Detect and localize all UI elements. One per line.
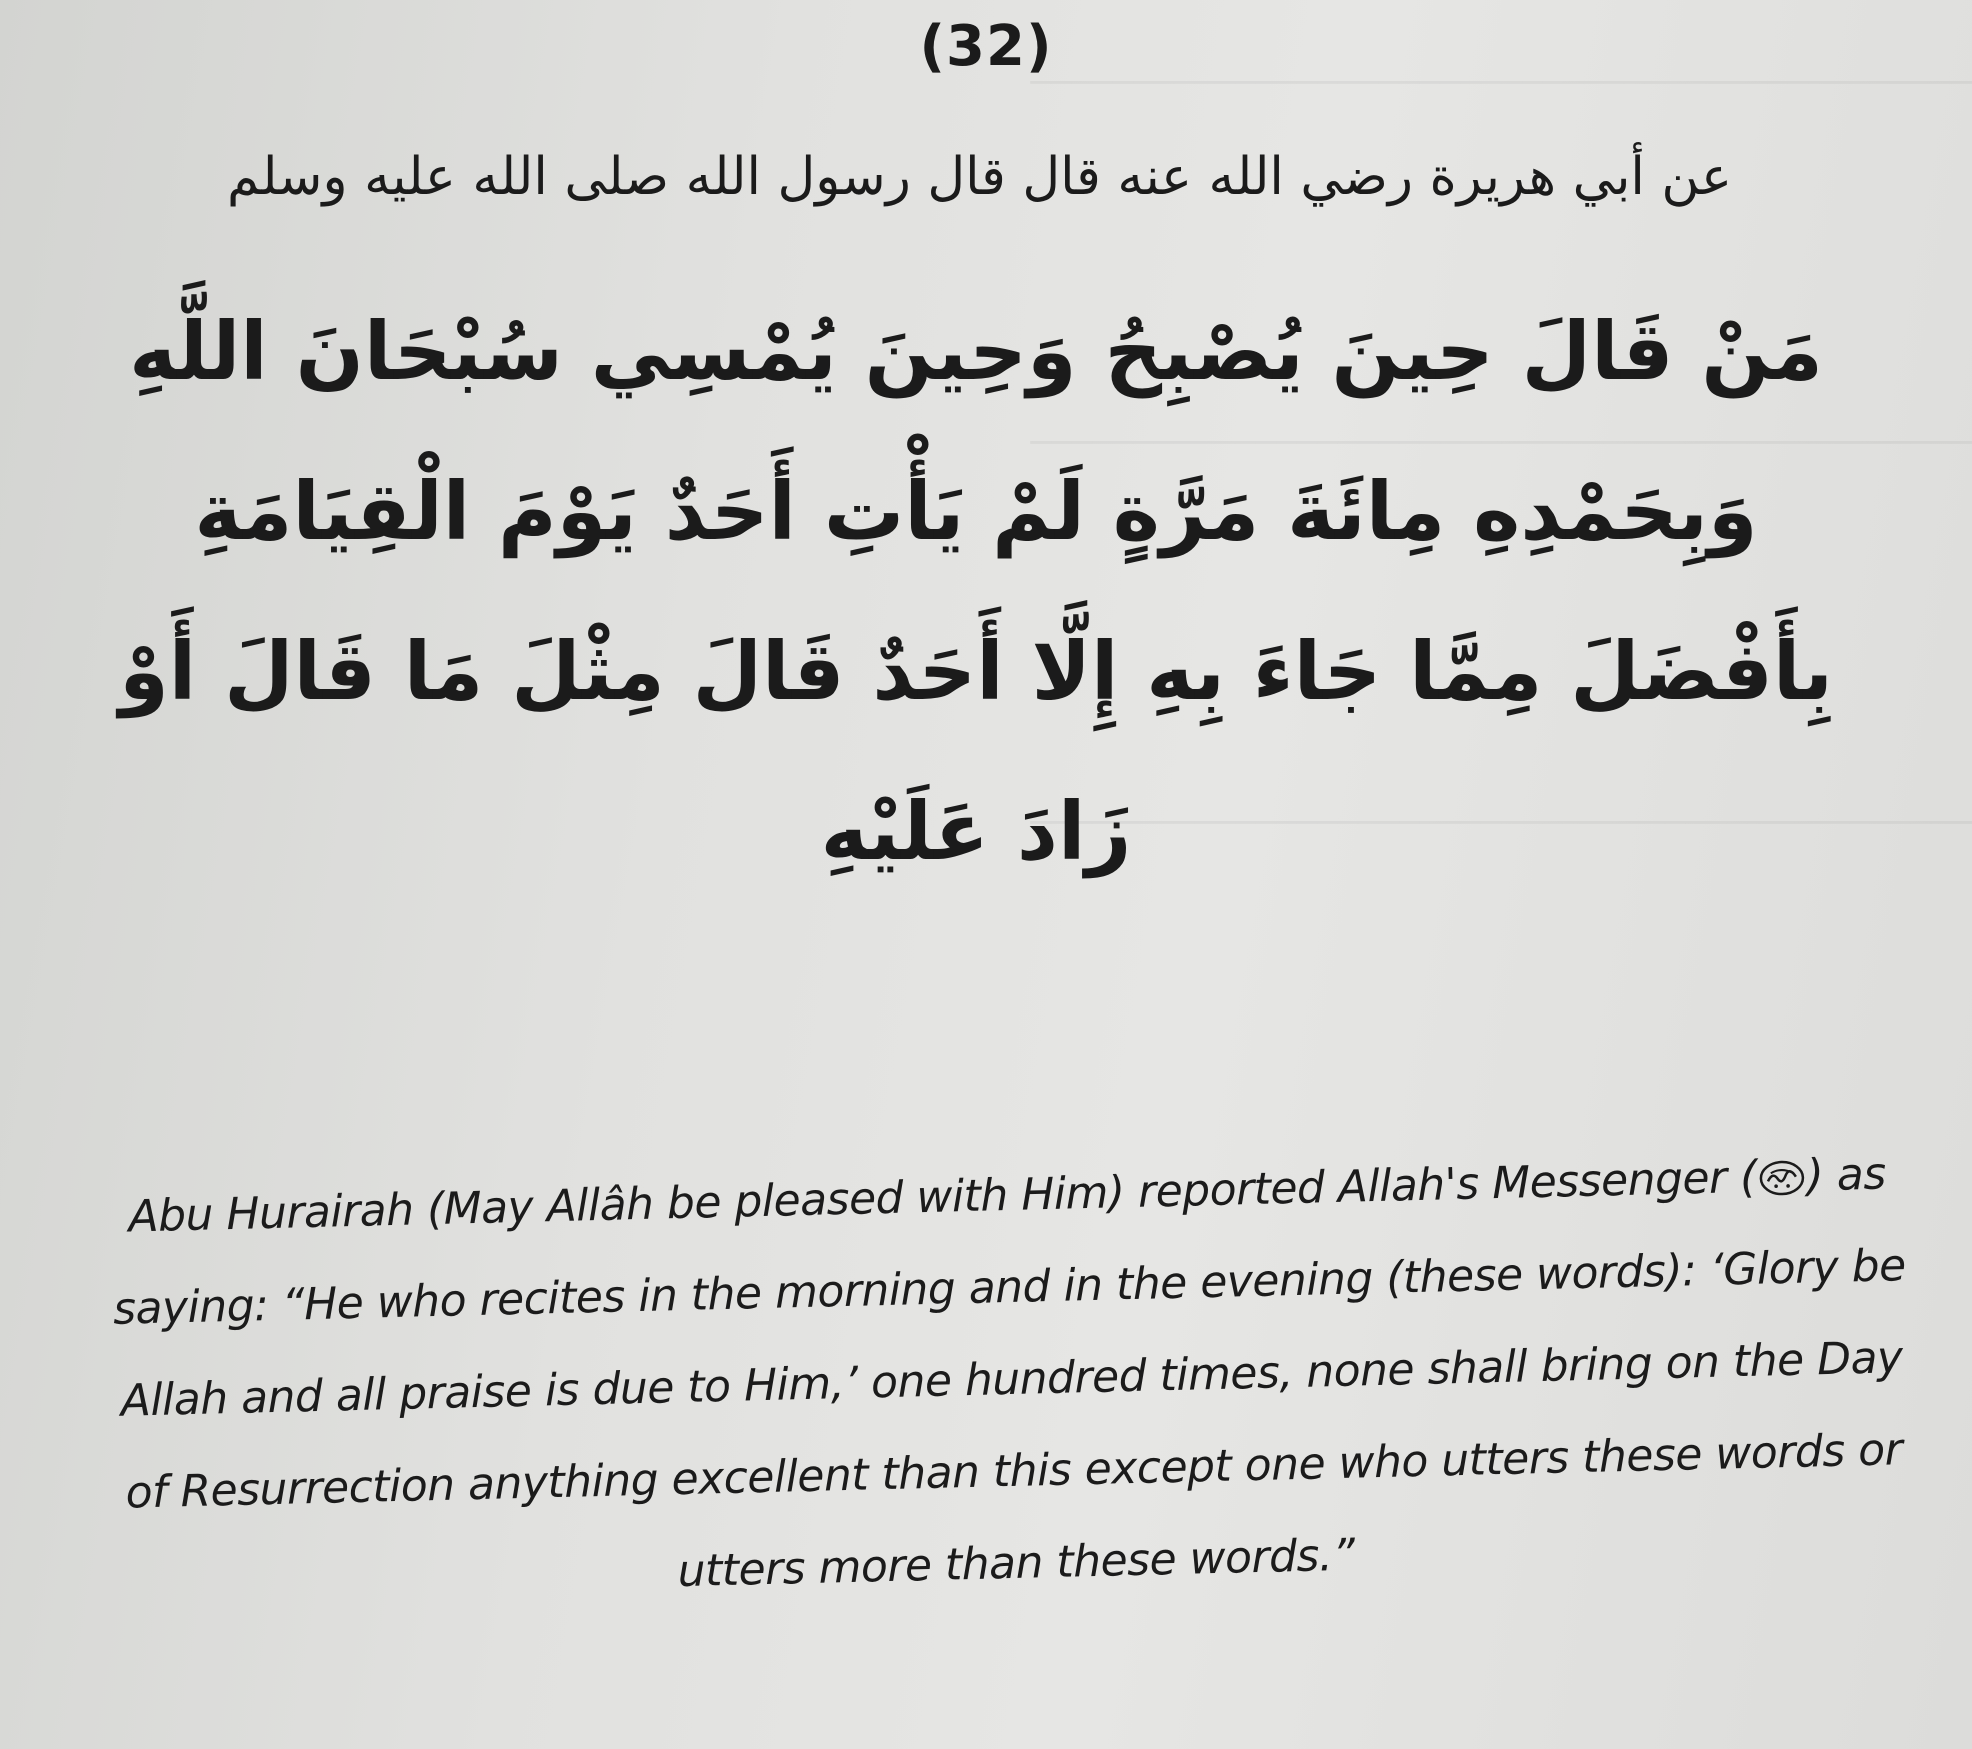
show-through-text: ────────────────────────────────────────────── bbox=[1030, 63, 1972, 103]
salutation-seal-icon bbox=[1758, 1137, 1805, 1176]
translation-opening: Abu Hurairah (May Allâh be pleased with Him) reported Allah's Messenger ( bbox=[127, 1151, 1758, 1243]
show-through-text: ────────────────────────────────────────────── bbox=[1030, 803, 1972, 843]
isnad-line: عن أبي هريرة رضي الله عنه قال قال رسول الله صلى الله عليه وسلم bbox=[227, 147, 1732, 207]
hadith-arabic-text: مَنْ قَالَ حِينَ يُصْبِحُ وَحِينَ يُمْسِي سُبْحَانَ اللَّهِ وَبِحَمْدِهِ مِائَةَ مَرَّةٍ لَمْ يَأْتِ أَحَدٌ يَوْمَ الْقِيَامَةِ بِأَفْضَلَ مِمَّا جَاءَ بِهِ إِلَّا أَحَدٌ قَالَ مِثْلَ مَا قَالَ أَوْ زَادَ عَلَيْهِ bbox=[119, 305, 1833, 878]
translation-body: ) as saying: “He who recites in the morning and in the evening (these words): ‘Glory be Allah and all praise is due to Him,’ one hundred times, none shall bring on the Day of Resurrection anything excellent than this except one who utters these words or utters more than these words.” bbox=[112, 1148, 1907, 1598]
show-through-text: ────────────────────────────────────────────── bbox=[1030, 423, 1972, 463]
page-number: (32) bbox=[919, 14, 1053, 79]
english-translation bbox=[105, 1128, 1918, 1632]
